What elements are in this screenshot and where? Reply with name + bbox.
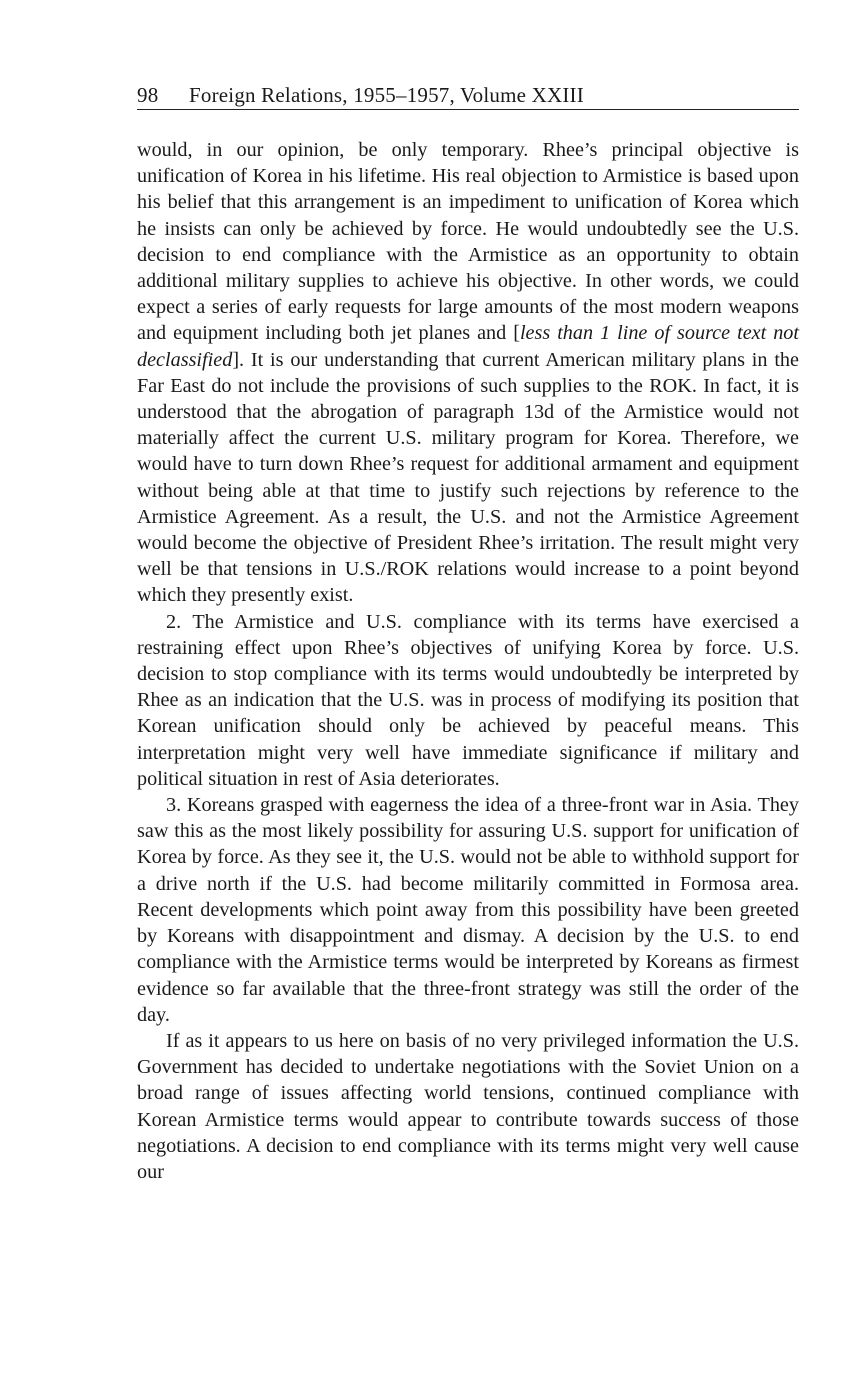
page-number: 98 — [137, 83, 159, 107]
paragraph-continued — [137, 137, 799, 609]
paragraph-point-2: 2. The Armistice and U.S. compliance with its terms have exercised a restraining effect upon Rhee’s objectives of unifying Korea by force. U.S. decision to stop compliance with its terms would undoubtedly be interpreted by Rhee as an indication that the U.S. was in process of modifying its position that Korean unification should only be achieved by peaceful means. This interpretation might very well have immediate significance if military and political situation in rest of Asia deteriorates. — [137, 610, 799, 790]
paragraph-text: ]. It is our understanding that current American military plans in the Far East do not include the provisions of such supplies to the ROK. In fact, it is understood that the abrogation of paragraph 13d of the Armistice would not materially affect the current U.S. military program for Korea. Therefore, we would have to turn down Rhee’s request for additional armament and equipment without being able at that time to justify such rejections by reference to the Armistice Agreement. As a result, the U.S. and not the Armistice Agreement would become the objective of President Rhee’s irritation. The result might very well be that tensions in U.S./ROK relations would increase to a point beyond which they presently exist. — [137, 348, 799, 607]
paragraph-negotiations: If as it appears to us here on basis of no very privileged information the U.S. Government has decided to undertake negotiations with the Soviet Union on a broad range of issues affecting world tensions, continued compliance with Korean Armistice terms would appear to contribute towards success of those negotiations. A decision to end compliance with its terms might very well cause our — [137, 1029, 799, 1183]
document-page — [137, 82, 799, 1185]
editorial-note: less than 1 line of source text not declassified — [137, 322, 799, 371]
running-head — [137, 82, 799, 110]
paragraph-point-3: 3. Koreans grasped with eagerness the idea of a three-front war in Asia. They saw this as the most likely possibility for assuring U.S. support for unification of Korea by force. As they see it, the U.S. would not be able to withhold support for a drive north if the U.S. had become militarily committed in Formosa area. Recent developments which point away from this possibility have been greeted by Koreans with disappointment and dismay. A decision by the U.S. to end compliance with the Armistice terms would be interpreted by Koreans as firmest evidence so far available that the three-front strategy was still the order of the day. — [137, 794, 799, 1026]
body-text — [137, 137, 799, 1185]
volume-title: Foreign Relations, 1955–1957, Volume XXIII — [189, 83, 584, 107]
paragraph-text: would, in our opinion, be only temporary. Rhee’s principal objective is unification of Korea in his lifetime. His real objection to Armistice is based upon his belief that this arrangement is an impediment to unification of Korea which he insists can only be achieved by force. He would undoubtedly see the U.S. decision to end compliance with the Armistice as an opportunity to obtain additional military supplies to achieve his objective. In other words, we could expect a series of early requests for large amounts of the most modern weapons and equipment including both jet planes and [ — [137, 139, 799, 345]
